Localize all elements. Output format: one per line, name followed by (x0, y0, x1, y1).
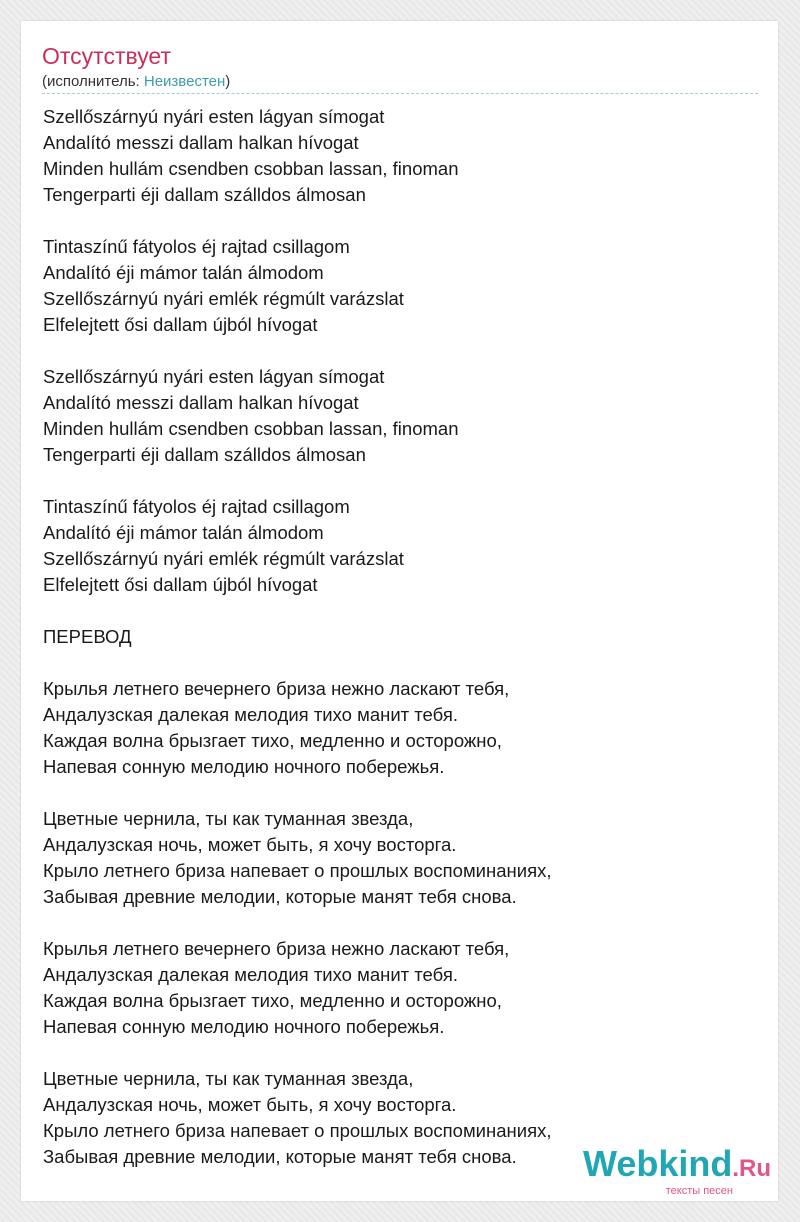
lyric-line: Tintaszínű fátyolos éj rajtad csillagom (43, 496, 350, 517)
lyric-line: Andalító éji mámor talán álmodom (43, 262, 324, 283)
lyric-line: Андалузская ночь, может быть, я хочу восторга. (43, 834, 457, 855)
stanza-gap (43, 338, 763, 364)
header-divider (42, 93, 758, 94)
lyric-line: Andalító messzi dallam halkan hívogat (43, 132, 359, 153)
stanza-gap (43, 1040, 763, 1066)
lyric-line: Напевая сонную мелодию ночного побережья. (43, 1016, 445, 1037)
artist-suffix: ) (225, 73, 231, 90)
lyric-line: Szellőszárnyú nyári emlék régmúlt varázslat (43, 288, 404, 309)
lyric-line: Andalító éji mámor talán álmodom (43, 522, 324, 543)
artist-link[interactable]: Неизвестен (143, 73, 226, 90)
lyric-line: Tengerparti éji dallam szálldos álmosan (43, 444, 366, 465)
lyric-line: Крылья летнего вечернего бриза нежно ласкают тебя, (43, 938, 510, 959)
stanza-gap (43, 208, 763, 234)
lyric-line: Андалузская ночь, может быть, я хочу восторга. (43, 1094, 457, 1115)
lyric-line: Szellőszárnyú nyári emlék régmúlt varázslat (43, 548, 404, 569)
lyric-line: Minden hullám csendben csobban lassan, finoman (43, 418, 459, 439)
lyric-line: Забывая древние мелодии, которые манят тебя снова. (43, 1146, 517, 1167)
lyric-line: Elfelejtett ősi dallam újból hívogat (43, 314, 318, 335)
logo-main-text: Webkind (582, 1143, 733, 1184)
stanza-gap (43, 598, 763, 624)
artist-prefix: (исполнитель: (42, 73, 144, 90)
logo-tld: .Ru (732, 1155, 771, 1182)
stanza-gap (43, 650, 763, 676)
site-logo[interactable] (582, 1143, 771, 1197)
lyric-line: Tintaszínű fátyolos éj rajtad csillagom (43, 236, 350, 257)
lyric-line: Цветные чернила, ты как туманная звезда, (43, 1068, 414, 1089)
stanza-gap (43, 910, 763, 936)
lyric-line: Каждая волна брызгает тихо, медленно и осторожно, (43, 730, 502, 751)
lyric-line: Elfelejtett ősi dallam újból hívogat (43, 574, 318, 595)
song-title: Отсутствует (42, 43, 171, 69)
lyric-line: Andalító messzi dallam halkan hívogat (43, 392, 359, 413)
lyrics-card (21, 21, 778, 1201)
lyric-line: Забывая древние мелодии, которые манят тебя снова. (43, 886, 517, 907)
lyric-line: Крыло летнего бриза напевает о прошлых воспоминаниях, (43, 860, 552, 881)
lyrics-body (43, 104, 763, 1170)
lyric-line: Андалузская далекая мелодия тихо манит тебя. (43, 704, 458, 725)
stanza-gap (43, 468, 763, 494)
stanza-gap (43, 780, 763, 806)
logo-tagline: тексты песен (665, 1185, 733, 1197)
lyric-line: Szellőszárnyú nyári esten lágyan símogat (43, 106, 385, 127)
lyric-line: Tengerparti éji dallam szálldos álmosan (43, 184, 366, 205)
lyric-line: Крыло летнего бриза напевает о прошлых воспоминаниях, (43, 1120, 552, 1141)
lyric-line: Крылья летнего вечернего бриза нежно ласкают тебя, (43, 678, 510, 699)
logo-wordmark (582, 1143, 771, 1186)
lyric-line: Напевая сонную мелодию ночного побережья. (43, 756, 445, 777)
lyric-line: Каждая волна брызгает тихо, медленно и осторожно, (43, 990, 502, 1011)
lyric-line: Андалузская далекая мелодия тихо манит тебя. (43, 964, 458, 985)
lyric-line: Minden hullám csendben csobban lassan, finoman (43, 158, 459, 179)
lyric-line: Szellőszárnyú nyári esten lágyan símogat (43, 366, 385, 387)
artist-line (42, 73, 230, 91)
lyric-line: Цветные чернила, ты как туманная звезда, (43, 808, 414, 829)
lyric-line: ПЕРЕВОД (43, 626, 132, 647)
